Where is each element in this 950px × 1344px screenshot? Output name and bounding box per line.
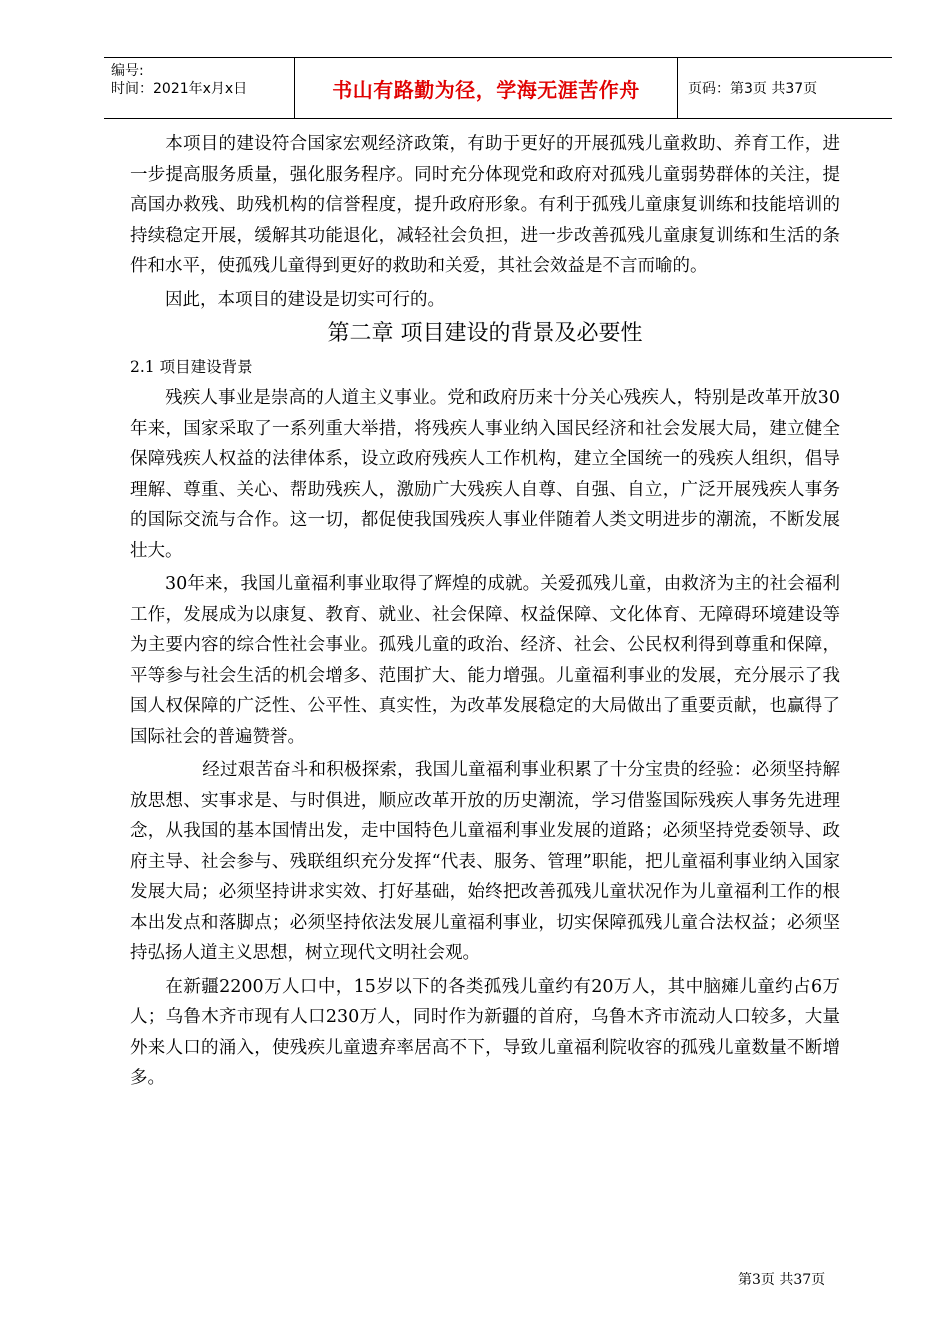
paragraph-text: 因此，本项目的建设是切实可行的。 bbox=[165, 289, 445, 310]
section-title: 2.1 项目建设背景 bbox=[130, 358, 253, 376]
time-label: 时间：2021年x月x日 bbox=[111, 81, 248, 97]
paragraph-text: 30年来，我国儿童福利事业取得了辉煌的成就。关爱孤残儿童，由救济为主的社会福利工作，发展成为以康复、教育、就业、社会保障、权益保障、文化体育、无障碍环境建设等为主要内容的综合性社会事业。孤残儿童的政治、经济、社会、公民权利得到尊重和保障，平等参与社会生活的机会增多、范围扩大、能力增强。儿童福利事业的发展，充分展示了我国人权保障的广泛性、公平性、真实性，为改革发展稳定的大局做出了重要贡献，也赢得了国际社会的普遍赞誉。 bbox=[130, 574, 840, 747]
paragraph-text: 残疾人事业是崇高的人道主义事业。党和政府历来十分关心残疾人，特别是改革开放30年来，国家采取了一系列重大举措，将残疾人事业纳入国民经济和社会发展大局，建立健全保障残疾人权益的法律体系，设立政府残疾人工作机构，建立全国统一的残疾人组织，倡导理解、尊重、关心、帮助残疾人，激励广大残疾人自尊、自强、自立，广泛开展残疾人事务的国际交流与合作。这一切，都促使我国残疾人事业伴随着人类文明进步的潮流，不断发展壮大。 bbox=[130, 388, 840, 561]
paragraph bbox=[130, 129, 840, 282]
header-left-cell bbox=[104, 58, 295, 118]
chapter-title: 第二章 项目建设的背景及必要性 bbox=[327, 321, 643, 346]
paragraph bbox=[130, 972, 840, 1094]
paragraph bbox=[130, 383, 840, 566]
paragraph-text: 经过艰苦奋斗和积极探索，我国儿童福利事业积累了十分宝贵的经验：必须坚持解放思想、实事求是、与时俱进，顺应改革开放的历史潮流，学习借鉴国际残疾人事务先进理念，从我国的基本国情出发，走中国特色儿童福利事业发展的道路；必须坚持党委领导、政府主导、社会参与、残联组织充分发挥“代表、服务、管理”职能，把儿童福利事业纳入国家发展大局；必须坚持讲求实效、打好基础，始终把改善孤残儿童状况作为儿童福利工作的根本出发点和落脚点；必须坚持依法发展儿童福利事业，切实保障孤残儿童合法权益；必须坚持弘扬人道主义思想，树立现代文明社会观。 bbox=[130, 760, 840, 963]
document-body bbox=[130, 129, 840, 1094]
page-footer: 第3页 共37页 bbox=[738, 1272, 826, 1288]
header-page-code: 页码：第3页 共37页 bbox=[688, 81, 818, 97]
document-header bbox=[104, 57, 892, 119]
paragraph-text: 本项目的建设符合国家宏观经济政策，有助于更好的开展孤残儿童救助、养育工作，进一步提高服务质量，强化服务程序。同时充分体现党和政府对孤残儿童弱势群体的关注，提高国办救残、助残机构的信誉程度，提升政府形象。有利于孤残儿童康复训练和技能培训的持续稳定开展，缓解其功能退化，减轻社会负担，进一步改善孤残儿童康复训练和生活的条件和水平，使孤残儿童得到更好的救助和关爱，其社会效益是不言而喻的。 bbox=[130, 134, 840, 276]
paragraph bbox=[130, 755, 840, 969]
header-page-cell bbox=[678, 58, 892, 118]
paragraph bbox=[130, 569, 840, 752]
motto-text: 书山有路勤为径，学海无涯苦作舟 bbox=[332, 77, 640, 102]
number-label: 编号: bbox=[111, 63, 144, 79]
header-motto-cell bbox=[295, 58, 678, 118]
paragraph bbox=[130, 285, 840, 316]
paragraph-text: 在新疆2200万人口中，15岁以下的各类孤残儿童约有20万人，其中脑瘫儿童约占6万人；乌鲁木齐市现有人口230万人，同时作为新疆的首府，乌鲁木齐市流动人口较多，大量外来人口的涌入，使残疾儿童遗弃率居高不下，导致儿童福利院收容的孤残儿童数量不断增多。 bbox=[130, 976, 840, 1088]
